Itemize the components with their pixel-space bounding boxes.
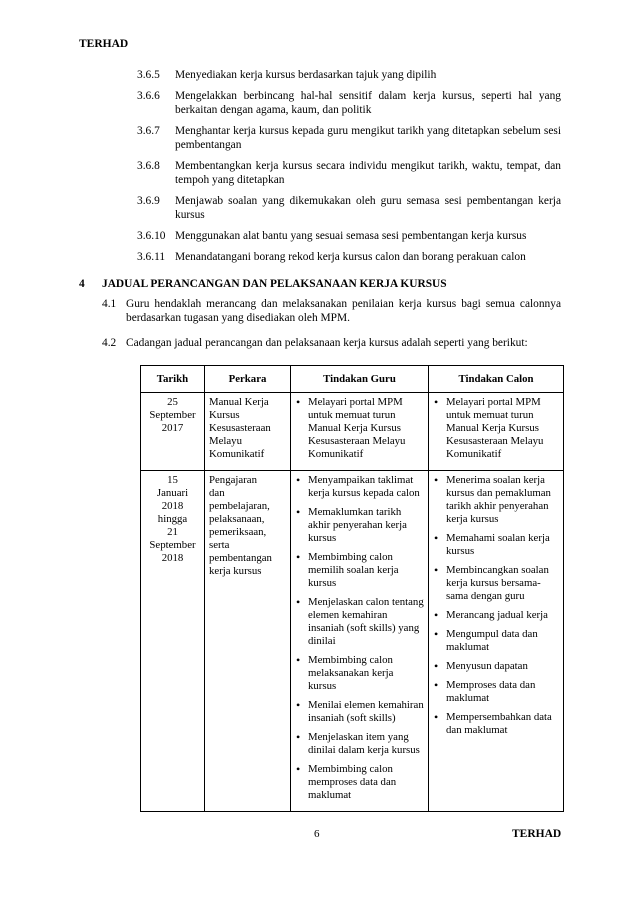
section-title: JADUAL PERANCANGAN DAN PELAKSANAAN KERJA KURSUS (102, 278, 447, 290)
column-header-tarikh: Tarikh (141, 366, 205, 393)
perkara-line: Pengajaran (209, 474, 257, 486)
perkara-line: pelaksanaan, (209, 513, 265, 525)
table-row (141, 393, 564, 471)
subsection-4-2 (102, 336, 561, 350)
list-item: • Membimbing calon melaksanakan kerja kursus (295, 654, 424, 693)
item-number: 3.6.9 (137, 195, 160, 207)
item-number: 3.6.7 (137, 125, 160, 137)
list-item: • Melayari portal MPM untuk memuat turun Manual Kerja Kursus Kesusasteraan Melayu Komunikatif (295, 396, 424, 461)
plan-table (140, 365, 564, 812)
perkara-line: Kesusasteraan (209, 422, 271, 434)
date-line: September (149, 409, 196, 421)
perkara-line: Kursus (209, 409, 240, 421)
list-item (137, 89, 561, 117)
subsection-text: Guru hendaklah merancang dan melaksanakan penilaian kerja kursus bagi semua calonnya berdasarkan tugasan yang disediakan oleh MPM. (126, 298, 561, 324)
list-item: • Membimbing calon memproses data dan maklumat (295, 763, 424, 802)
list-item: • Melayari portal MPM untuk memuat turun Manual Kerja Kursus Kesusasteraan Melayu Komunikatif (433, 396, 559, 461)
guru-action-list (295, 396, 424, 461)
cell-tindakan-calon (429, 393, 564, 471)
perkara-line: serta (209, 539, 230, 551)
list-item: • Memaklumkan tarikh akhir penyerahan kerja kursus (295, 506, 424, 545)
column-header-tindakan-calon: Tindakan Calon (429, 366, 564, 393)
cell-tindakan-guru (291, 471, 429, 812)
subsection-text: Cadangan jadual perancangan dan pelaksanaan kerja kursus adalah seperti yang berikut: (126, 337, 528, 349)
list-item: • Memproses data dan maklumat (433, 679, 559, 705)
column-header-tindakan-guru: Tindakan Guru (291, 366, 429, 393)
column-header-perkara: Perkara (205, 366, 291, 393)
list-item (137, 194, 561, 222)
list-item: • Membimbing calon memilih soalan kerja kursus (295, 551, 424, 590)
list-item: • Menilai elemen kemahiran insaniah (soft skills) (295, 699, 424, 725)
list-item (137, 68, 561, 82)
subsection-4-1 (102, 297, 561, 325)
subsection-number: 4.1 (102, 298, 117, 310)
date-line: hingga (157, 513, 188, 525)
perkara-line: pemeriksaan, (209, 526, 267, 538)
guru-action-list (295, 474, 424, 802)
date-line: 2018 (161, 552, 184, 564)
perkara-line: Manual Kerja (209, 396, 269, 408)
list-item (137, 124, 561, 152)
item-text: Mengelakkan berbincang hal-hal sensitif dalam kerja kursus, seperti hal yang berkaitan dengan agama, kaum, dan politik (175, 90, 561, 116)
cell-perkara (205, 471, 291, 812)
footer-restricted-label: TERHAD (512, 828, 562, 840)
item-text: Menyediakan kerja kursus berdasarkan tajuk yang dipilih (175, 69, 437, 81)
date-line: 25 (167, 396, 178, 408)
date-line: 21 (167, 526, 178, 538)
list-item: • Menjelaskan item yang dinilai dalam kerja kursus (295, 731, 424, 757)
list-item: • Mempersembahkan data dan maklumat (433, 711, 559, 737)
cell-tindakan-guru (291, 393, 429, 471)
calon-action-list (433, 396, 559, 461)
item-text: Menjawab soalan yang dikemukakan oleh guru semasa sesi pembentangan kerja kursus (175, 195, 561, 221)
item-number: 3.6.10 (137, 230, 166, 242)
subsection-number: 4.2 (102, 337, 117, 349)
section-heading (79, 277, 561, 291)
item-number: 3.6.8 (137, 160, 160, 172)
item-text: Membentangkan kerja kursus secara individu mengikut tarikh, waktu, tempat, dan tempoh yang ditetapkan (175, 160, 561, 186)
list-item: • Menjelaskan calon tentang elemen kemahiran insaniah (soft skills) yang dinilai (295, 596, 424, 648)
item-number: 3.6.6 (137, 90, 160, 102)
perkara-line: pembelajaran, (209, 500, 270, 512)
date-line: Januari (156, 487, 189, 499)
list-item: • Menerima soalan kerja kursus dan pemakluman tarikh akhir penyerahan kerja kursus (433, 474, 559, 526)
list-item (137, 159, 561, 187)
list-item: • Merancang jadual kerja (433, 609, 559, 622)
item-number: 3.6.11 (137, 251, 166, 263)
perkara-line: kerja kursus (209, 565, 262, 577)
list-item: • Membincangkan soalan kerja kursus bersama-sama dengan guru (433, 564, 559, 603)
cell-tindakan-calon (429, 471, 564, 812)
perkara-line: pembentangan (209, 552, 272, 564)
list-item: • Mengumpul data dan maklumat (433, 628, 559, 654)
page-number: 6 (314, 828, 320, 840)
cell-tarikh (141, 393, 205, 471)
perkara-line: Komunikatif (209, 448, 265, 460)
table-header-row (141, 366, 564, 393)
section-number: 4 (79, 278, 85, 290)
cell-perkara (205, 393, 291, 471)
list-item: • Menyusun dapatan (433, 660, 559, 673)
header-restricted-label: TERHAD (79, 38, 129, 50)
item-text: Menggunakan alat bantu yang sesuai semasa sesi pembentangan kerja kursus (175, 230, 527, 242)
item-number: 3.6.5 (137, 69, 160, 81)
table-row (141, 471, 564, 812)
calon-action-list (433, 474, 559, 737)
perkara-line: Melayu (209, 435, 242, 447)
cell-tarikh (141, 471, 205, 812)
item-list (137, 68, 561, 271)
date-line: 15 (167, 474, 178, 486)
list-item (137, 229, 561, 243)
date-line: September (149, 539, 196, 551)
item-text: Menghantar kerja kursus kepada guru mengikut tarikh yang ditetapkan sebelum sesi pembentangan (175, 125, 561, 151)
list-item: • Menyampaikan taklimat kerja kursus kepada calon (295, 474, 424, 500)
perkara-line: dan (209, 487, 225, 499)
list-item: • Memahami soalan kerja kursus (433, 532, 559, 558)
item-text: Menandatangani borang rekod kerja kursus calon dan borang perakuan calon (175, 251, 526, 263)
list-item (137, 250, 561, 264)
date-line: 2018 (161, 500, 184, 512)
date-line: 2017 (161, 422, 184, 434)
